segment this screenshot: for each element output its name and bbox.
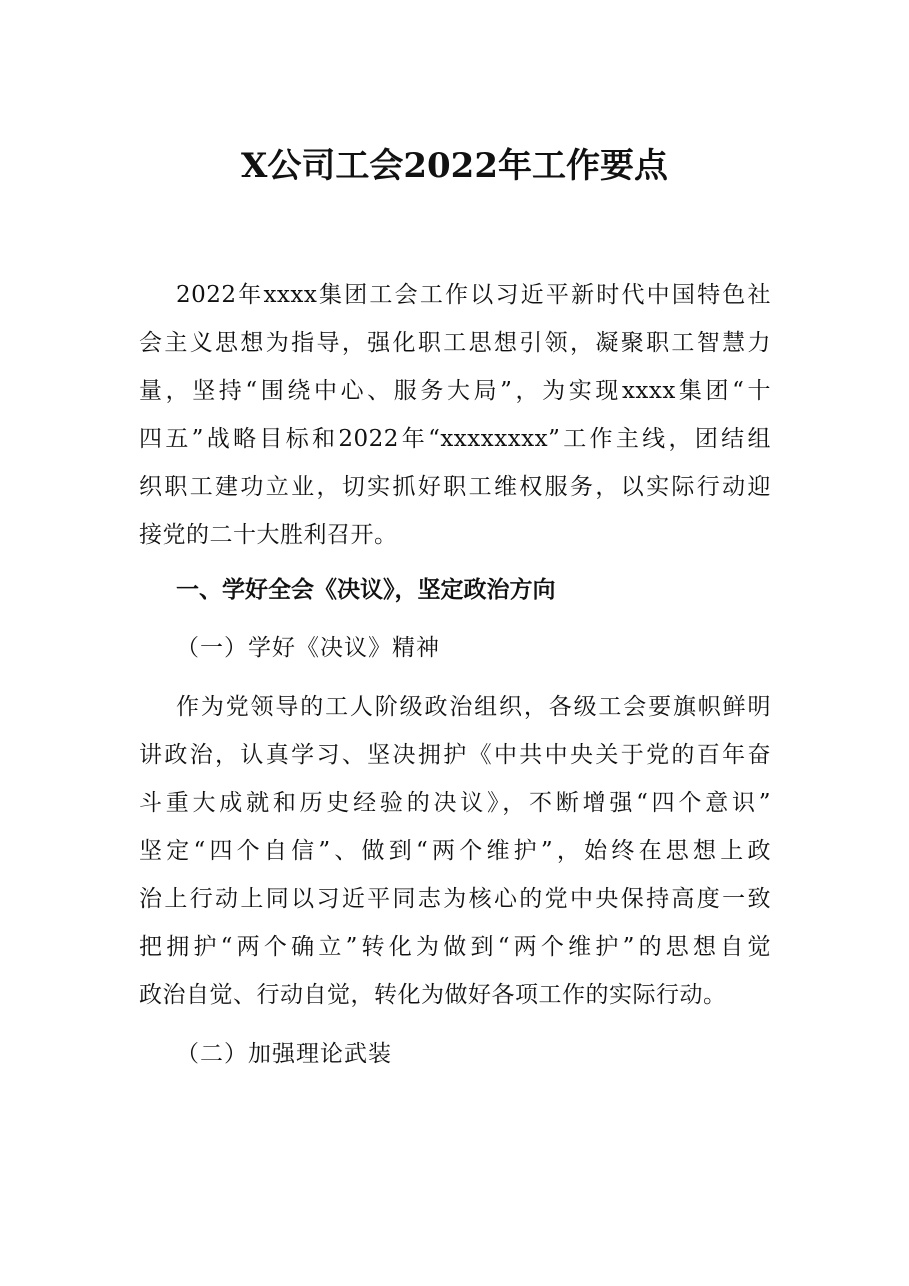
document-title: X公司工会2022年工作要点 (240, 146, 668, 186)
sub1-line-3: 斗重大成就和历史经验的决议》，不断增强“四个意识” (139, 790, 771, 816)
intro-line-6: 接党的二十大胜利召开。 (139, 522, 398, 548)
intro-line-1: 2022年xxxx集团工会工作以习近平新时代中国特色社 (176, 282, 771, 308)
sub1-line-1: 作为党领导的工人阶级政治组织，各级工会要旗帜鲜明 (176, 694, 771, 720)
intro-line-3: 量，坚持“围绕中心、服务大局”，为实现xxxx集团“十 (139, 378, 771, 404)
section-1-heading: 一、学好全会《决议》，坚定政治方向 (176, 577, 556, 603)
sub1-line-5: 治上行动上同以习近平同志为核心的党中央保持高度一致 (139, 886, 771, 912)
intro-line-5: 织职工建功立业，切实抓好职工维权服务，以实际行动迎 (139, 474, 771, 500)
sub1-line-7: 政治自觉、行动自觉，转化为做好各项工作的实际行动。 (139, 982, 727, 1008)
sub1-line-4: 坚定“四个自信”、做到“两个维护”，始终在思想上政 (139, 838, 771, 864)
subsection-2-heading: （二）加强理论武装 (176, 1041, 392, 1067)
intro-paragraph (139, 271, 771, 559)
intro-line-4: 四五”战略目标和2022年“xxxxxxxx”工作主线，团结组 (139, 426, 771, 452)
subsection-1-paragraph (139, 683, 771, 1019)
intro-line-2: 会主义思想为指导，强化职工思想引领，凝聚职工智慧力 (139, 330, 771, 356)
subsection-1-heading: （一）学好《决议》精神 (176, 635, 440, 661)
sub1-line-2: 讲政治，认真学习、坚决拥护《中共中央关于党的百年奋 (139, 742, 771, 768)
sub1-line-6: 把拥护“两个确立”转化为做到“两个维护”的思想自觉 (139, 934, 771, 960)
